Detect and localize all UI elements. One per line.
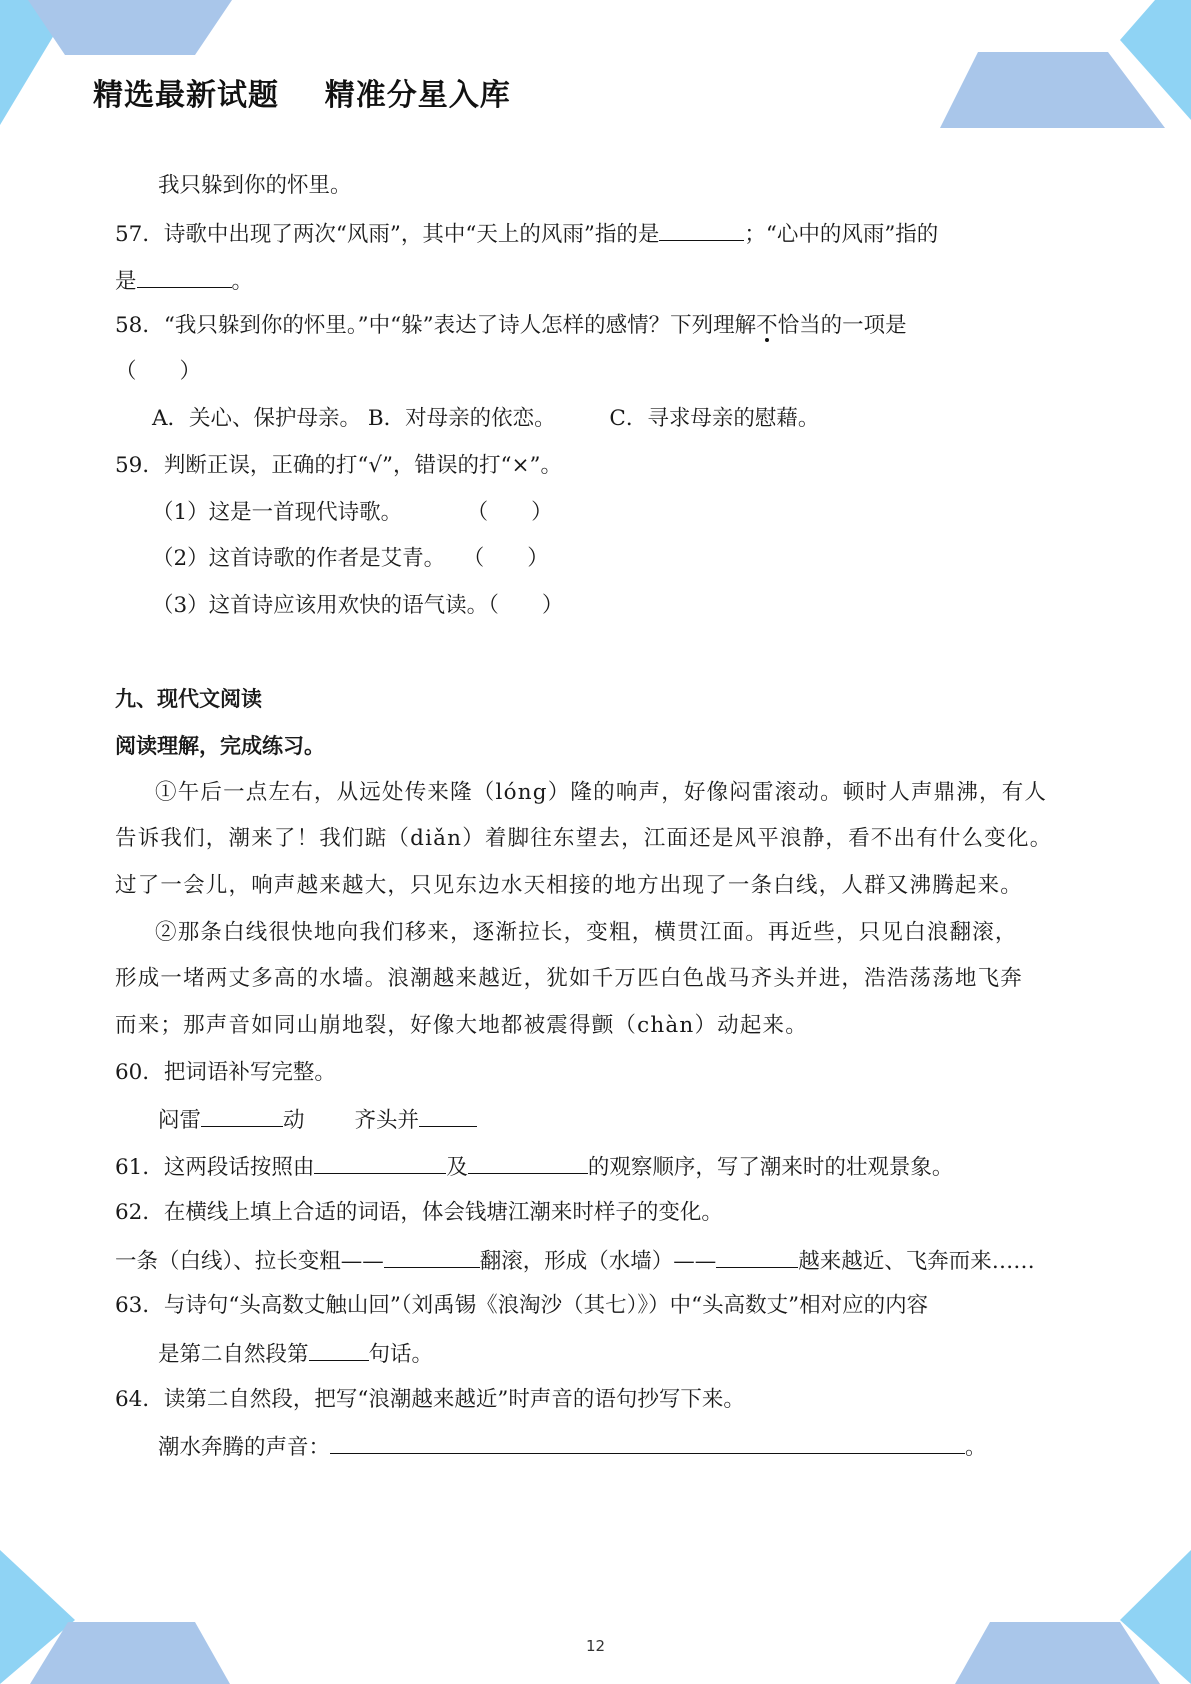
q58-options: A．关心、保护母亲。 B．对母亲的依恋。 C．寻求母亲的慰藉。 <box>152 406 820 431</box>
q64-text: 潮水奔腾的声音： <box>158 1435 331 1460</box>
q62-blank-1[interactable] <box>384 1245 480 1268</box>
q61-blank-1[interactable] <box>314 1151 446 1174</box>
question-63: 63．与诗句“头高数丈触山回”（刘禹锡《浪淘沙（其七）》）中“头高数丈”相对应的内容 <box>115 1293 929 1318</box>
section-9-instruction: 阅读理解，完成练习。 <box>115 734 325 758</box>
q63-blank[interactable] <box>309 1338 369 1361</box>
corner-trapezoid-top-right <box>940 52 1165 128</box>
question-60: 60．把词语补写完整。 <box>115 1060 336 1085</box>
passage-p1-line1: ①午后一点左右，从远处传来隆（lóng）隆的响声，好像闷雷滚动。顿时人声鼎沸，有人 <box>155 780 1048 805</box>
q57-text: 57．诗歌中出现了两次“风雨”，其中“天上的风雨”指的是 <box>115 222 660 247</box>
q61-text: 61．这两段话按照由 <box>115 1155 315 1180</box>
passage-p1-line2: 告诉我们，潮来了！我们踮（diǎn）着脚往东望去，江面还是风平浪静，看不出有什么变化。 <box>115 826 1053 851</box>
q61-text-3: 的观察顺序，写了潮来时的壮观景象。 <box>587 1155 954 1180</box>
q57-text-3: 是 <box>115 269 137 294</box>
q62-blank-2[interactable] <box>716 1245 798 1268</box>
q59-item-1: （1）这是一首现代诗歌。 （ ） <box>152 500 553 525</box>
passage-p2-line1: ②那条白线很快地向我们移来，逐渐拉长，变粗，横贯江面。再近些，只见白浪翻滚， <box>155 920 1018 945</box>
q57-text-2: ；“心中的风雨”指的 <box>744 222 939 247</box>
passage-p1-line3: 过了一会儿，响声越来越大，只见东边水天相接的地方出现了一条白线，人群又沸腾起来。 <box>115 873 1024 898</box>
q59-item-3: （3）这首诗应该用欢快的语气读。（ ） <box>152 593 564 618</box>
q58-text: 58．“我只躲到你的怀里。”中“躲”表达了诗人怎样的感情？下列理解 <box>115 313 757 338</box>
passage-p2-line3: 而来；那声音如同山崩地裂，好像大地都被震得颤（chàn）动起来。 <box>115 1013 808 1038</box>
q57-text-4: 。 <box>231 269 254 294</box>
q58-answer-paren[interactable]: （ ） <box>115 359 202 384</box>
section-9-title: 九、现代文阅读 <box>115 687 262 711</box>
q64-answer-line <box>158 1431 987 1463</box>
q63-text-2: 句话。 <box>368 1342 434 1367</box>
q64-text-2: 。 <box>965 1435 987 1460</box>
question-59: 59．判断正误，正确的打“√”，错误的打“×”。 <box>115 453 563 478</box>
q62-text: 一条（白线）、拉长变粗—— <box>115 1249 384 1274</box>
q58-text-2: 恰当的一项是 <box>777 313 907 338</box>
q57-blank-2[interactable] <box>137 265 232 288</box>
q60-blank-2[interactable] <box>419 1104 477 1127</box>
q62-text-3: 越来越近、飞奔而来…… <box>798 1249 1035 1274</box>
q59-item-2: （2）这首诗歌的作者是艾青。 （ ） <box>152 546 549 571</box>
q60-word-1-end: 动 <box>283 1108 305 1133</box>
q63-cont <box>158 1338 433 1370</box>
q60-word-1: 闷雷 <box>158 1108 202 1133</box>
corner-trapezoid-top-left <box>28 0 232 55</box>
question-62: 62．在横线上填上合适的词语，体会钱塘江潮来时样子的变化。 <box>115 1200 723 1225</box>
question-64: 64．读第二自然段，把写“浪潮越来越近”时声音的语句抄写下来。 <box>115 1387 745 1412</box>
q64-blank[interactable] <box>330 1431 965 1454</box>
question-58 <box>115 311 907 341</box>
q58-emphasis: 不 <box>756 313 778 338</box>
q60-word-2: 齐头并 <box>354 1108 420 1133</box>
q60-blank-1[interactable] <box>201 1104 283 1127</box>
question-57-cont <box>115 265 253 297</box>
q61-blank-2[interactable] <box>468 1151 588 1174</box>
header-title: 精选最新试题 精准分星入库 <box>93 78 511 113</box>
q57-blank-1[interactable] <box>659 218 744 241</box>
q62-text-2: 翻滚，形成（水墙）—— <box>479 1249 717 1274</box>
q62-fill-line <box>115 1245 1035 1277</box>
q63-text: 是第二自然段第 <box>158 1342 309 1367</box>
q60-items <box>158 1104 477 1136</box>
passage-p2-line2: 形成一堵两丈多高的水墙。浪潮越来越近，犹如千万匹白色战马齐头并进，浩浩荡荡地飞奔 <box>115 966 1024 991</box>
page-number: 12 <box>585 1637 606 1655</box>
question-57 <box>115 218 938 250</box>
question-61 <box>115 1151 953 1183</box>
q61-text-2: 及 <box>446 1155 468 1180</box>
poem-last-line: 我只躲到你的怀里。 <box>158 173 352 198</box>
